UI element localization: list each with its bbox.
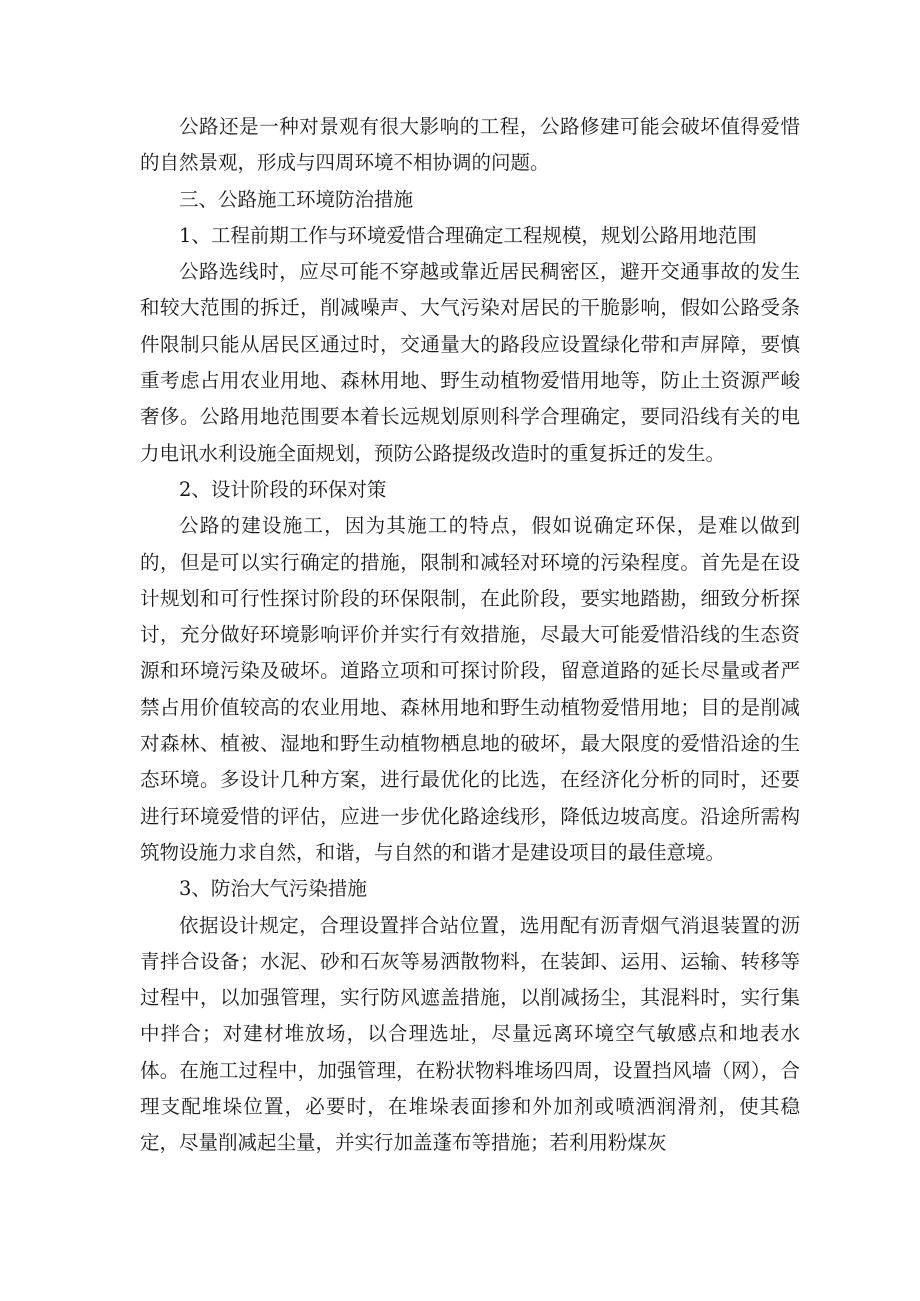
- section-heading-environmental-measures: 三、公路施工环境防治措施: [179, 187, 414, 211]
- paragraph-route-selection: 公路选线时，应尽可能不穿越或靠近居民稠密区，避开交通事故的发生和较大范围的拆迁，削减噪声、大气污染对居民的干脆影响，假如公路受条件限制只能从居民区通过时，交通量大的路段应设置绿化带和声屏障，要慎重考虑占用农业用地、森林用地、野生动植物爱惜用地等，防止土资源严峻奢侈。公路用地范围要本着长远规划原则科学合理确定，要同沿线有关的电力电讯水利设施全面规划，预防公路提级改造时的重复拆迁的发生。: [140, 260, 800, 465]
- subheading-design-stage: 2、设计阶段的环保对策: [179, 477, 387, 501]
- document-body: [140, 109, 800, 1162]
- subheading-air-pollution: 3、防治大气污染措施: [179, 877, 367, 901]
- paragraph-landscape-impact: 公路还是一种对景观有很大影响的工程，公路修建可能会破坏值得爱惜的自然景观，形成与四周环境不相协调的问题。: [140, 115, 800, 175]
- subheading-preliminary-work: 1、工程前期工作与环境爱惜合理确定工程规模，规划公路用地范围: [179, 223, 757, 247]
- paragraph-design-stage: 公路的建设施工，因为其施工的特点，假如说确定环保，是难以做到的，但是可以实行确定的措施，限制和减轻对环境的污染程度。首先是在设计规划和可行性探讨阶段的环保限制，在此阶段，要实地踏勘，细致分析探讨，充分做好环境影响评价并实行有效措施，尽最大可能爱惜沿线的生态资源和环境污染及破坏。道路立项和可探讨阶段，留意道路的延长尽量或者严禁占用价值较高的农业用地、森林用地和野生动植物爱惜用地；目的是削减对森林、植被、湿地和野生动植物栖息地的破坏，最大限度的爱惜沿途的生态环境。多设计几种方案，进行最优化的比选，在经济化分析的同时，还要进行环境爱惜的评估，应进一步优化路途线形，降低边坡高度。沿途所需构筑物设施力求自然，和谐，与自然的和谐才是建设项目的最佳意境。: [140, 514, 800, 864]
- paragraph-air-pollution: 依据设计规定，合理设置拌合站位置，选用配有沥青烟气消退装置的沥青拌合设备；水泥、砂和石灰等易洒散物料，在装卸、运用、运输、转移等过程中，以加强管理，实行防风遮盖措施，以削减扬尘，其混料时，实行集中拌合；对建材堆放场，以合理选址，尽量远离环境空气敏感点和地表水体。在施工过程中，加强管理，在粉状物料堆场四周，设置挡风墙（网），合理支配堆垛位置，必要时，在堆垛表面掺和外加剂或喷洒润滑剂，使其稳定，尽量削减起尘量，并实行加盖蓬布等措施；若利用粉煤灰: [140, 913, 800, 1155]
